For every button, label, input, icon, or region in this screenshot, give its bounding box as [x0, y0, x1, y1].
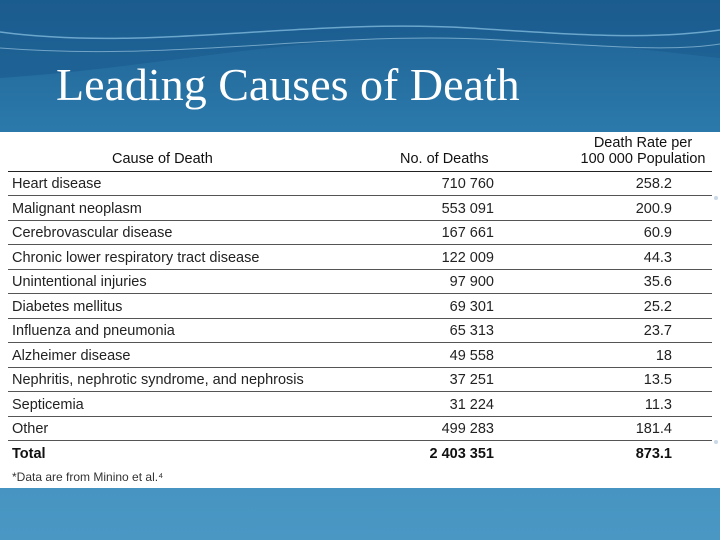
row-deaths: 65 313: [449, 323, 494, 339]
table-row: [8, 417, 712, 441]
row-deaths: 122 009: [441, 249, 494, 266]
total-row: [8, 442, 712, 466]
row-cause: Cerebrovascular disease: [12, 225, 173, 241]
table-row: [8, 270, 712, 294]
header-rate-line2: 100 000 Population: [580, 151, 706, 167]
table-row: [8, 197, 712, 221]
row-rate: 200.9: [635, 200, 672, 217]
slide-dot: [714, 196, 718, 200]
row-cause: Influenza and pneumonia: [12, 323, 175, 339]
row-rate: 35.6: [643, 274, 672, 290]
row-cause: Chronic lower respiratory tract disease: [12, 249, 260, 266]
causes-table: [0, 132, 720, 488]
row-rate: 60.9: [643, 225, 672, 241]
table-row: [8, 246, 712, 270]
row-cause: Malignant neoplasm: [12, 200, 142, 217]
row-cause: Alzheimer disease: [12, 347, 131, 364]
table-row: [8, 172, 712, 196]
row-deaths: 167 661: [441, 225, 494, 241]
row-rate: 13.5: [643, 372, 672, 388]
table-row: [8, 368, 712, 392]
row-deaths: 37 251: [449, 372, 494, 388]
table-row: [8, 344, 712, 368]
row-deaths: 499 283: [441, 421, 494, 437]
row-deaths: 69 301: [449, 298, 494, 315]
row-cause: Diabetes mellitus: [12, 298, 123, 315]
table-row: [8, 393, 712, 417]
row-rate: 181.4: [635, 421, 672, 437]
header-cause: Cause of Death: [112, 151, 213, 167]
header-rate-line1: Death Rate per: [593, 135, 693, 151]
row-rate: 44.3: [643, 249, 672, 266]
row-rate: 25.2: [643, 298, 672, 315]
row-rate: 18: [655, 347, 672, 364]
table-row: [8, 221, 712, 245]
header-deaths: No. of Deaths: [400, 151, 489, 167]
row-rate: 23.7: [643, 323, 672, 339]
row-cause: Nephritis, nephrotic syndrome, and nephrosis: [12, 372, 304, 388]
row-deaths: 710 760: [441, 176, 494, 192]
header-rate: [568, 135, 718, 167]
row-cause: Other: [12, 421, 49, 437]
total-cause: Total: [12, 445, 46, 462]
row-rate: 11.3: [644, 396, 672, 413]
row-cause: Septicemia: [12, 396, 84, 413]
row-deaths: 31 224: [449, 396, 494, 413]
row-cause: Unintentional injuries: [12, 274, 147, 290]
row-rate: 258.2: [635, 176, 672, 192]
row-deaths: 49 558: [449, 347, 494, 364]
row-deaths: 553 091: [441, 200, 494, 217]
slide-title: Leading Causes of Death: [56, 59, 520, 110]
total-rate: 873.1: [635, 445, 672, 462]
table-row: [8, 295, 712, 319]
footnote: *Data are from Minino et al.⁴: [12, 470, 164, 484]
table-row: [8, 319, 712, 343]
row-cause: Heart disease: [12, 176, 102, 192]
row-deaths: 97 900: [449, 274, 494, 290]
slide-dot: [714, 440, 718, 444]
total-deaths: 2 403 351: [429, 445, 494, 462]
